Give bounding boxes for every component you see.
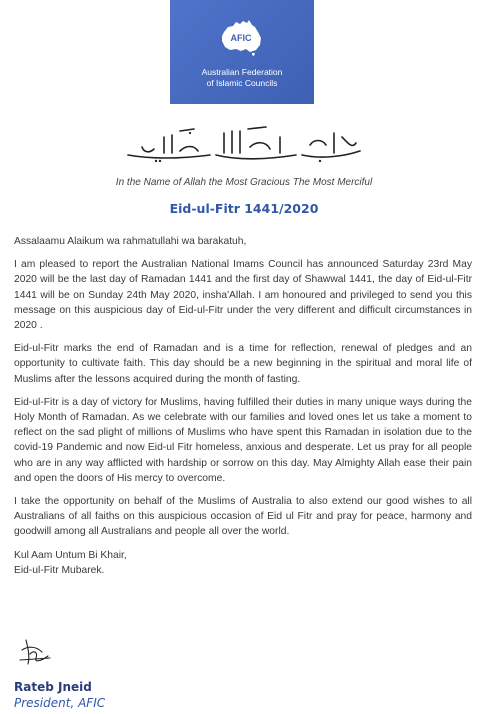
signatory-name: Rateb Jneid (14, 680, 92, 694)
closing (14, 548, 472, 578)
greeting-paragraph: Assalaamu Alaikum wa rahmatullahi wa barakatuh, (14, 236, 247, 247)
basmala-calligraphy (120, 125, 368, 165)
afic-logo (170, 0, 314, 104)
document-title: Eid-ul-Fitr 1441/2020 (169, 201, 319, 216)
handwritten-signature (18, 636, 52, 668)
logo-organisation-name (202, 67, 283, 89)
closing-line1: Kul Aam Untum Bi Khair, (14, 549, 127, 561)
subtitle: In the Name of Allah the Most Gracious The Most Merciful (115, 177, 373, 188)
body-paragraph: Eid-ul-Fitr marks the end of Ramadan and is a time for reflection, renewal of pledges and an opportunity to cultivate faith. This day should be a new beginning in the spiritual and moral life of Muslims after the lessons acquired during the month of fasting. (14, 343, 472, 385)
letter-body (14, 234, 472, 578)
closing-line2: Eid-ul-Fitr Mubarek. (14, 564, 105, 576)
signatory-title: President, AFIC (14, 696, 106, 710)
body-paragraph: Eid-ul-Fitr is a day of victory for Muslims, having fulfilled their duties in many unique ways during the Holy Month of Ramadan. As we celebrate with our families and loved ones let us take a moment to reflect on the sad plight of millions of Muslims who have spent this Ramadan in isolation due to the covid-19 Pandemic and now Eid-ul Fitr homeless, anxious and desperate. Let us pray for all people who are in any way afflicted with hardship or sorrow on this day. May Almighty Allah ease their pain and open the doors of His mercy to overcome. (14, 396, 472, 484)
body-paragraph: I am pleased to report the Australian National Imams Council has announced Saturday 23rd May 2020 will be the last day of Ramadan 1441 and the first day of Shawwal 1441, the day of Eid-ul-Fitr 1441 will be on Sunday 24th May 2020, insha'Allah. I am honoured and privileged to send you this message on this auspicious day of Eid-ul-Fitr under the very different and difficult circumstances in 2020 . (14, 259, 472, 332)
logo-acronym: AFIC (230, 33, 252, 43)
logo-name-line1: Australian Federation (201, 67, 283, 77)
body-paragraph: I take the opportunity on behalf of the Muslims of Australia to also extend our good wishes to all Australians of all faiths on this auspicious occasion of Eid ul Fitr and pray for peace, harmony and goodwill among all Australians and people all over the world. (14, 496, 472, 538)
australia-map-icon (216, 18, 268, 58)
logo-name-line2: of Islamic Councils (206, 78, 278, 88)
